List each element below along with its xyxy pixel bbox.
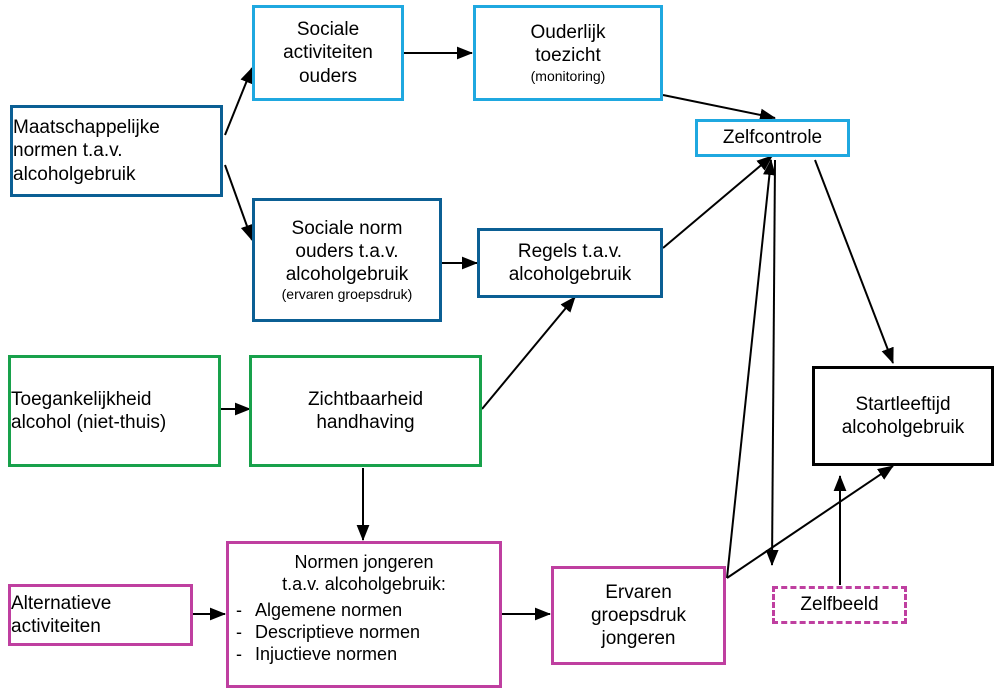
bullet-dash: - [236, 621, 242, 642]
node-line: Alternatieve [11, 592, 112, 614]
node-line: Maatschappelijke [13, 117, 160, 139]
node-line: alcoholgebruik [13, 163, 136, 185]
node-zichtbaarheid-handhaving[interactable] [249, 355, 482, 467]
node-ouderlijk-toezicht[interactable] [473, 5, 663, 101]
node-regels[interactable] [477, 228, 663, 298]
node-maatschappelijke-normen[interactable] [10, 105, 223, 197]
node-alternatieve-activiteiten[interactable] [8, 584, 193, 646]
arrow-normen-to-socialenorm [225, 165, 252, 240]
node-line: Sociale norm [291, 217, 403, 239]
arrow-toezicht-to-zelfcontrole [663, 95, 775, 118]
node-normen-jongeren[interactable] [226, 541, 502, 688]
arrow-zelfcontrole-down [772, 160, 775, 565]
node-line: alcohol (niet-thuis) [11, 412, 167, 433]
node-line: ouders t.a.v. [295, 240, 399, 262]
node-startleeftijd[interactable] [812, 366, 994, 466]
node-line: Regels t.a.v. [517, 240, 623, 262]
node-line: Normen jongeren [294, 552, 434, 572]
node-ervaren-groepsdruk-jongeren[interactable] [551, 566, 726, 665]
arrow-regels-to-zelfcontrole [663, 156, 772, 248]
arrow-normen-to-activiteiten [225, 68, 252, 135]
node-line: ouders [298, 65, 358, 87]
list-item [229, 644, 397, 666]
bullet-dash: - [236, 599, 242, 620]
node-line: Zelfcontrole [722, 127, 823, 149]
node-line: Ouderlijk [530, 22, 606, 44]
node-line: (monitoring) [530, 67, 606, 84]
node-line: Toegankelijkheid [11, 388, 152, 410]
node-line: activiteiten [11, 616, 101, 637]
arrow-groepsdruk-to-zelfcontrole [727, 160, 771, 578]
node-line: Zelfbeeld [800, 594, 879, 616]
node-line: Zichtbaarheid [307, 388, 424, 410]
node-line: toezicht [535, 45, 601, 67]
node-line: jongeren [601, 628, 676, 650]
node-line: handhaving [316, 412, 415, 433]
node-line: activiteiten [283, 42, 373, 64]
node-line: alcoholgebruik [285, 264, 409, 286]
arrow-zelfcontrole-to-startleeftijd [815, 160, 893, 363]
list-item [229, 622, 420, 644]
bullet-label: Injuctieve normen [255, 643, 398, 664]
node-line: alcoholgebruik [841, 417, 965, 438]
node-line: t.a.v. alcoholgebruik: [282, 573, 446, 594]
node-line: Ervaren [605, 581, 672, 603]
node-toegankelijkheid-alcohol[interactable] [8, 355, 221, 467]
node-line: groepsdruk [590, 604, 687, 626]
node-line: (ervaren groepsdruk) [281, 286, 413, 303]
bullet-label: Descriptieve normen [255, 621, 421, 642]
arrow-groepsdruk-to-startleeftijd [727, 466, 893, 578]
node-line: Startleeftijd [855, 393, 951, 415]
node-sociale-norm-ouders[interactable] [252, 198, 442, 322]
node-sociale-activiteiten-ouders[interactable] [252, 5, 404, 101]
node-line: alcoholgebruik [508, 264, 632, 285]
list-item [229, 600, 402, 622]
node-zelfcontrole[interactable] [695, 119, 850, 157]
node-line: Sociale [296, 19, 360, 41]
arrow-zichtbaarheid-to-regels [482, 297, 575, 409]
node-line: normen t.a.v. [13, 140, 123, 162]
bullet-dash: - [236, 643, 242, 664]
node-zelfbeeld[interactable] [772, 586, 907, 624]
bullet-label: Algemene normen [255, 599, 403, 620]
